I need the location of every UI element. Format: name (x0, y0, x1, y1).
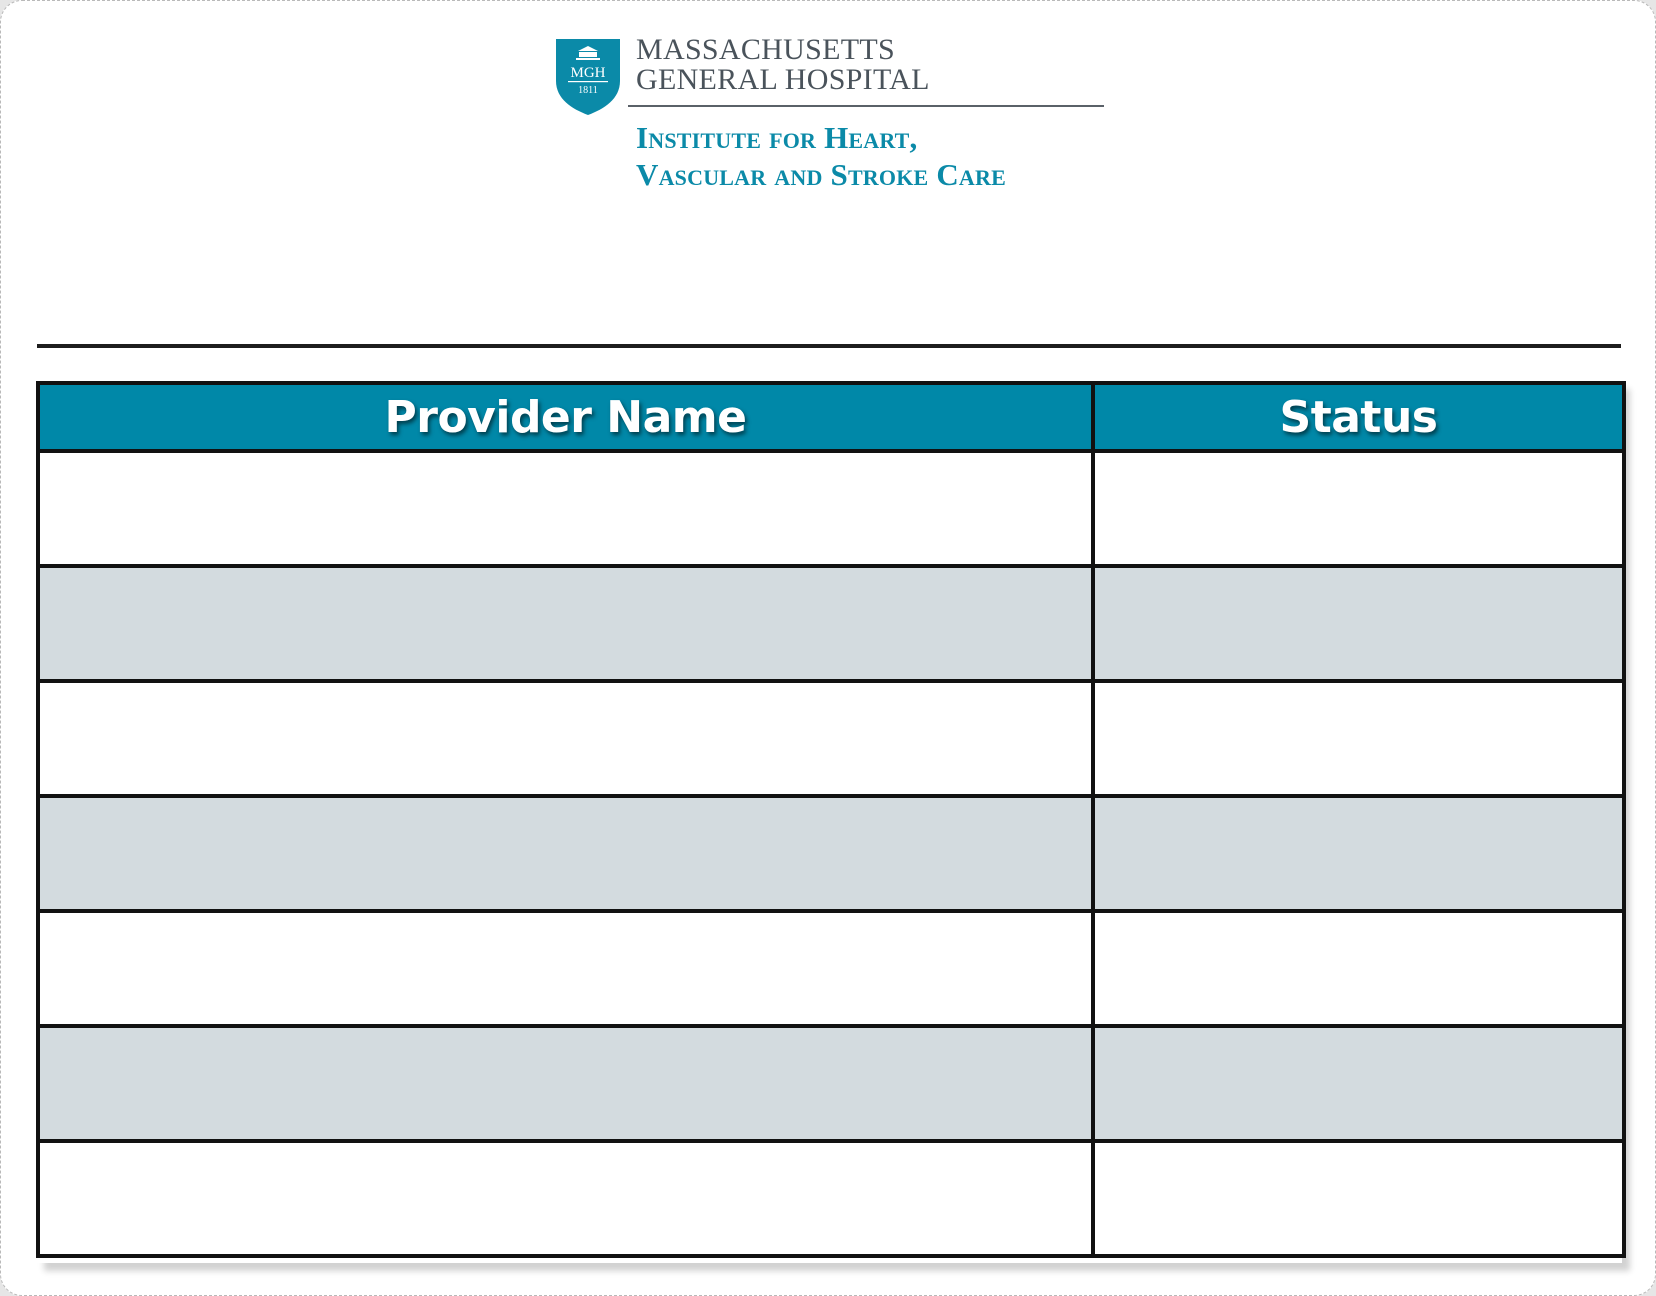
table-header-row (38, 383, 1624, 451)
shield-text: MGH (570, 65, 606, 81)
table-row (38, 911, 1624, 1026)
column-header-status: Status (1093, 383, 1624, 451)
table-row (38, 451, 1624, 566)
provider-name-cell[interactable] (38, 681, 1093, 796)
status-cell[interactable] (1093, 566, 1624, 681)
institute-name (636, 119, 1006, 193)
hospital-name-line2: GENERAL HOSPITAL (636, 63, 930, 96)
provider-name-cell[interactable] (38, 911, 1093, 1026)
status-cell[interactable] (1093, 911, 1624, 1026)
column-header-provider-name: Provider Name (38, 383, 1093, 451)
table-row (38, 566, 1624, 681)
status-cell[interactable] (1093, 1026, 1624, 1141)
hospital-logo (554, 35, 1104, 195)
table-row (38, 1141, 1624, 1256)
table-row (38, 681, 1624, 796)
shield-year: 1811 (578, 85, 598, 96)
table-row (38, 796, 1624, 911)
hospital-name (636, 35, 930, 95)
mgh-shield-icon (554, 37, 622, 117)
provider-name-cell[interactable] (38, 566, 1093, 681)
status-cell[interactable] (1093, 451, 1624, 566)
provider-name-cell[interactable] (38, 451, 1093, 566)
provider-name-cell[interactable] (38, 1026, 1093, 1141)
status-cell[interactable] (1093, 1141, 1624, 1256)
institute-name-line1: Institute for Heart, (636, 120, 918, 155)
provider-name-cell[interactable] (38, 796, 1093, 911)
status-cell[interactable] (1093, 796, 1624, 911)
provider-status-table (36, 381, 1626, 1258)
logo-divider (628, 105, 1104, 107)
table-row (38, 1026, 1624, 1141)
institute-name-line2: Vascular and Stroke Care (636, 157, 1006, 192)
provider-name-cell[interactable] (38, 1141, 1093, 1256)
status-cell[interactable] (1093, 681, 1624, 796)
provider-table-container (36, 381, 1622, 1263)
title-underline (37, 344, 1621, 348)
hospital-name-line1: MASSACHUSETTS (636, 33, 895, 66)
